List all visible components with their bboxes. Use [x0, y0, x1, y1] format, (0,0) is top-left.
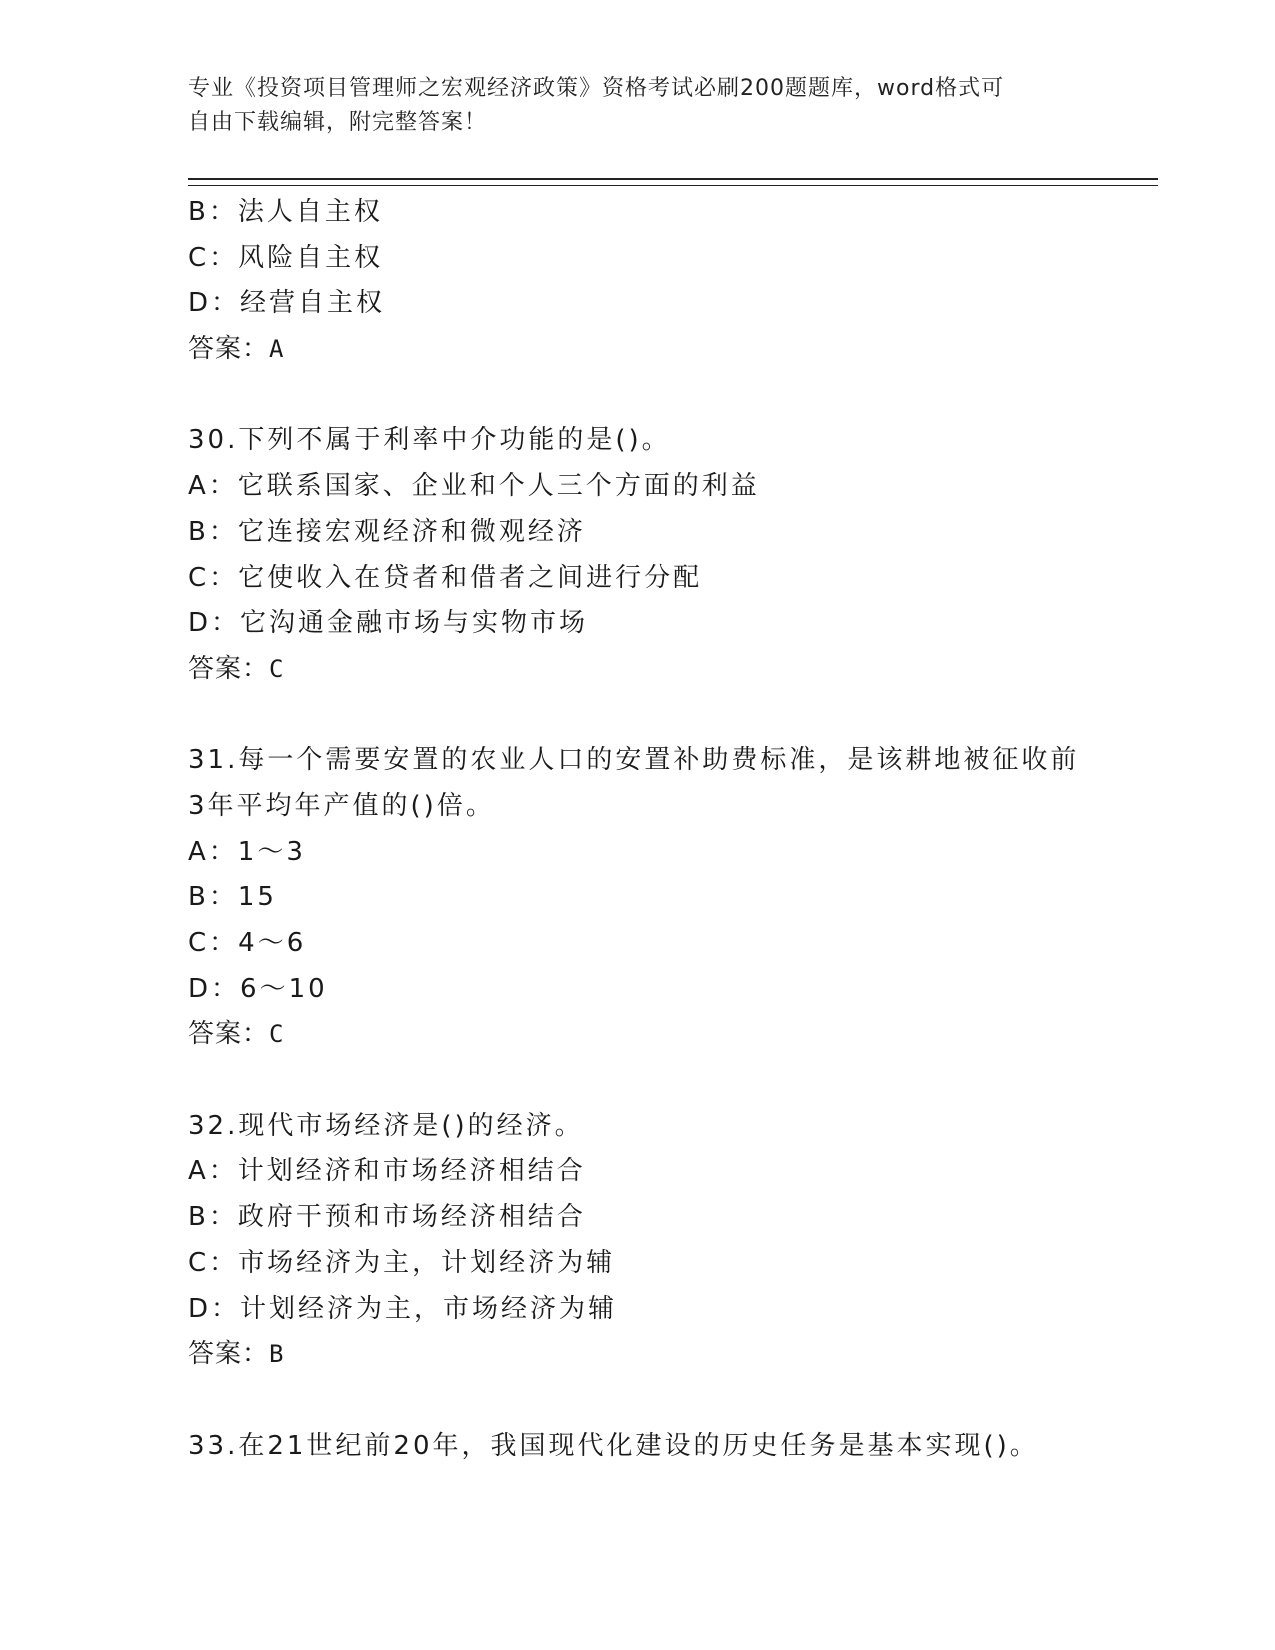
q32-option-c: C：市场经济为主，计划经济为辅 [188, 1247, 616, 1278]
question-33 [188, 1424, 1148, 1470]
q31-answer [188, 1012, 1148, 1058]
q32-option-d: D：计划经济为主，市场经济为辅 [188, 1293, 618, 1324]
question-32 [188, 1104, 1148, 1378]
document-header [188, 72, 1088, 140]
answer-label: 答案： [188, 1019, 270, 1050]
answer-label: 答案： [188, 653, 270, 684]
q29-answer [188, 327, 1148, 373]
answer-value: A [269, 335, 285, 364]
q29-option-d: D：经营自主权 [188, 288, 386, 319]
header-rule [188, 178, 1158, 186]
q32-answer [188, 1332, 1148, 1378]
answer-label: 答案： [188, 334, 270, 365]
q31-question-line-2: 3年平均年产值的()倍。 [188, 790, 495, 821]
q30-option-a: A：它联系国家、企业和个人三个方面的利益 [188, 471, 760, 502]
q29-option-b: B：法人自主权 [188, 197, 383, 227]
q30-option-b: B：它连接宏观经济和微观经济 [188, 516, 586, 547]
q32-option-b: B：政府干预和市场经济相结合 [188, 1202, 586, 1233]
question-29 [188, 190, 1148, 373]
spacer [188, 693, 1148, 739]
q31-option-c: C：4～6 [188, 928, 307, 958]
q32-question: 32.现代市场经济是()的经济。 [188, 1110, 584, 1141]
spacer [188, 1058, 1148, 1104]
answer-label: 答案： [188, 1339, 270, 1370]
answer-value: C [269, 1020, 285, 1049]
q31-option-a: A：1～3 [188, 836, 306, 867]
q31-question-line-1: 31.每一个需要安置的农业人口的安置补助费标准，是该耕地被征收前 [188, 745, 1080, 776]
q30-answer [188, 647, 1148, 693]
header-line-2: 自由下载编辑，附完整答案！ [188, 110, 488, 135]
spacer [188, 373, 1148, 419]
q31-option-b: B：15 [188, 882, 277, 913]
q32-option-a: A：计划经济和市场经济相结合 [188, 1156, 586, 1187]
header-line-1: 专业《投资项目管理师之宏观经济政策》资格考试必刷200题题库，word格式可 [188, 76, 1005, 101]
q31-option-d: D：6～10 [188, 973, 328, 1004]
q30-question: 30.下列不属于利率中介功能的是()。 [188, 425, 671, 456]
q30-option-d: D：它沟通金融市场与实物市场 [188, 608, 589, 639]
question-list [188, 190, 1148, 1469]
q33-question: 33.在21世纪前20年，我国现代化建设的历史任务是基本实现()。 [188, 1430, 1039, 1461]
q30-option-c: C：它使收入在贷者和借者之间进行分配 [188, 562, 703, 593]
question-30 [188, 418, 1148, 692]
answer-value: C [269, 654, 285, 683]
answer-value: B [269, 1340, 285, 1369]
question-31 [188, 738, 1148, 1058]
spacer [188, 1378, 1148, 1424]
q29-option-c: C：风险自主权 [188, 242, 384, 273]
